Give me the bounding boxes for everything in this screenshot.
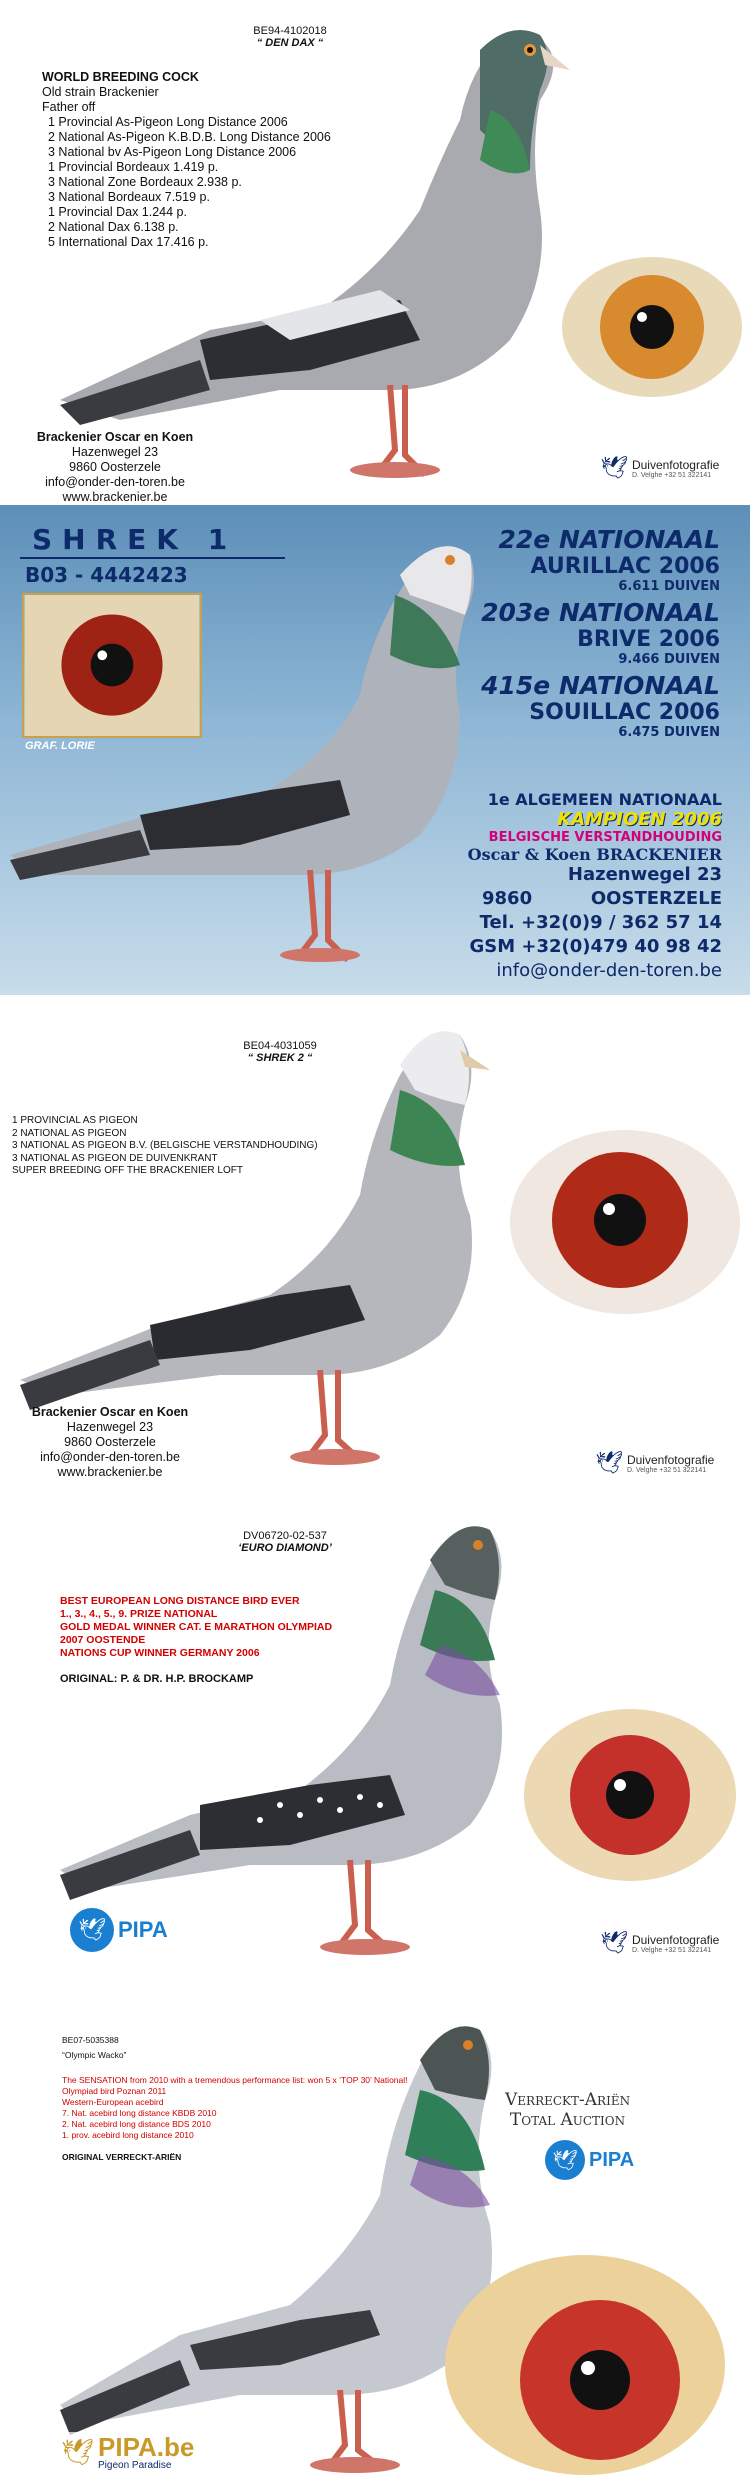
panel-den-dax	[0, 0, 750, 505]
pipa-site-logo: 🕊 PIPA.be Pigeon Paradise	[55, 2432, 200, 2473]
result-item: 22e NATIONAAL AURILLAC 2006 6.611 DUIVEN	[498, 525, 720, 594]
panel-olympic-wacko	[0, 2000, 750, 2488]
origin: ORIGINAL VERRECKT-ARIËN	[62, 2152, 182, 2162]
pigeon-photo	[60, 10, 580, 500]
results-list	[430, 525, 720, 740]
ring-number: BE94-4102018 “ DEN DAX “	[253, 25, 327, 49]
result-item: 203e NATIONAAL BRIVE 2006 9.466 DUIVEN	[481, 598, 720, 667]
pedigree-text: WORLD BREEDING COCK Old strain Brackenier Father off 1 Provincial As-Pigeon Long Distance 2006 2 National As-Pigeon K.B.D.B. Long Distance 2006 3 National bv As-Pigeon Long Distance 2006 1 Provincial Bordeaux 1.419 p. 3 National Zone Bordeaux 2.938 p. 3 National Bordeaux 7.519 p. 1 Provincial Dax 1.244 p. 2 National Dax 6.138 p. 5 International Dax 17.416 p.	[42, 70, 372, 250]
owner-contact: Brackenier Oscar en Koen Hazenwegel 23 9860 Oosterzele info@onder-den-toren.be www.brackenier.be	[31, 1405, 189, 1479]
panel-euro-diamond	[0, 1500, 750, 2000]
contact-block: Hazenwegel 23 9860 OOSTERZELE Tel. +32(0)9 / 362 57 14 GSM +32(0)479 40 98 42 info@onder-den-toren.be	[469, 864, 722, 981]
eye-photo	[520, 1705, 740, 1885]
pigeon-logo-icon: 🕊	[61, 2437, 95, 2467]
owner-contact: Brackenier Oscar en Koen Hazenwegel 23 9860 Oosterzele info@onder-den-toren.be www.brackenier.be	[36, 430, 194, 504]
eye-photo	[440, 2250, 730, 2480]
panel-shrek-1	[0, 505, 750, 995]
ring-number: BE07-5035388 “Olympic Wacko”	[62, 2035, 127, 2060]
photographer-logo: 🕊 Duivenfotografie D. Velghe +32 51 322141	[595, 1450, 715, 1475]
photographer-logo: 🕊 Duivenfotografie D. Velghe +32 51 322141	[600, 455, 720, 480]
award-block: 1e ALGEMEEN NATIONAAL KAMPIOEN 2006 BELGISCHE VERSTANDHOUDING Oscar & Koen BRACKENIER	[467, 790, 722, 864]
pipa-pigeon-icon: 🕊	[545, 2140, 585, 2180]
auction-title: Verreckt-Ariën Total Auction	[505, 2090, 631, 2130]
pedigree-text: 1 PROVINCIAL AS PIGEON 2 NATIONAL AS PIGEON 3 NATIONAL AS PIGEON B.V. (BELGISCHE VERSTANDHOUDING) 3 NATIONAL AS PIGEON DE DUIVENKRANT SUPER BREEDING OFF THE BRACKENIER LOFT	[12, 1115, 318, 1176]
ring-number: BE04-4031059 “ SHREK 2 “	[243, 1040, 317, 1064]
eye-photo	[560, 255, 745, 400]
origin: ORIGINAL: P. & DR. H.P. BROCKAMP	[60, 1673, 254, 1685]
photographer-logo: 🕊 Duivenfotografie D. Velghe +32 51 322141	[600, 1930, 720, 1955]
pigeon-logo-icon: 🕊	[600, 455, 628, 480]
ring-number: DV06720-02-537 ‘EURO DIAMOND’	[238, 1530, 332, 1554]
eye-photo	[505, 1125, 745, 1320]
title: WORLD BREEDING COCK	[42, 70, 199, 84]
pipa-logo: 🕊 PIPA	[70, 1908, 168, 1952]
pedigree-text: BEST EUROPEAN LONG DISTANCE BIRD EVER 1., 3., 4., 5., 9. PRIZE NATIONAL GOLD MEDAL WINNER CAT. E MARATHON OLYMPIAD 2007 OOSTENDE NATIONS CUP WINNER GERMANY 2006	[60, 1595, 333, 1659]
pigeon-logo-icon: 🕊	[595, 1450, 623, 1475]
pipa-logo: 🕊 PIPA	[545, 2140, 634, 2180]
pedigree-text: The SENSATION from 2010 with a tremendous performance list: won 5 x ‘TOP 30’ National! Olympiad bird Poznan 2011 Western-European acebird 7. Nat. acebird long distance KBDB 2010 2. Nat. acebird long distance BDS 2010 1. prov. acebird long distance 2010	[62, 2075, 408, 2140]
pigeon-name: SHREK 1	[32, 523, 238, 556]
pipa-pigeon-icon: 🕊	[70, 1908, 114, 1952]
result-item: 415e NATIONAAL SOUILLAC 2006 6.475 DUIVEN	[481, 671, 720, 740]
graphics-credit: GRAF. LORIE	[25, 740, 95, 752]
pigeon-logo-icon: 🕊	[600, 1930, 628, 1955]
ring-number: B03 - 4442423	[25, 563, 188, 587]
panel-shrek-2	[0, 995, 750, 1500]
pigeon-photo	[10, 515, 490, 995]
